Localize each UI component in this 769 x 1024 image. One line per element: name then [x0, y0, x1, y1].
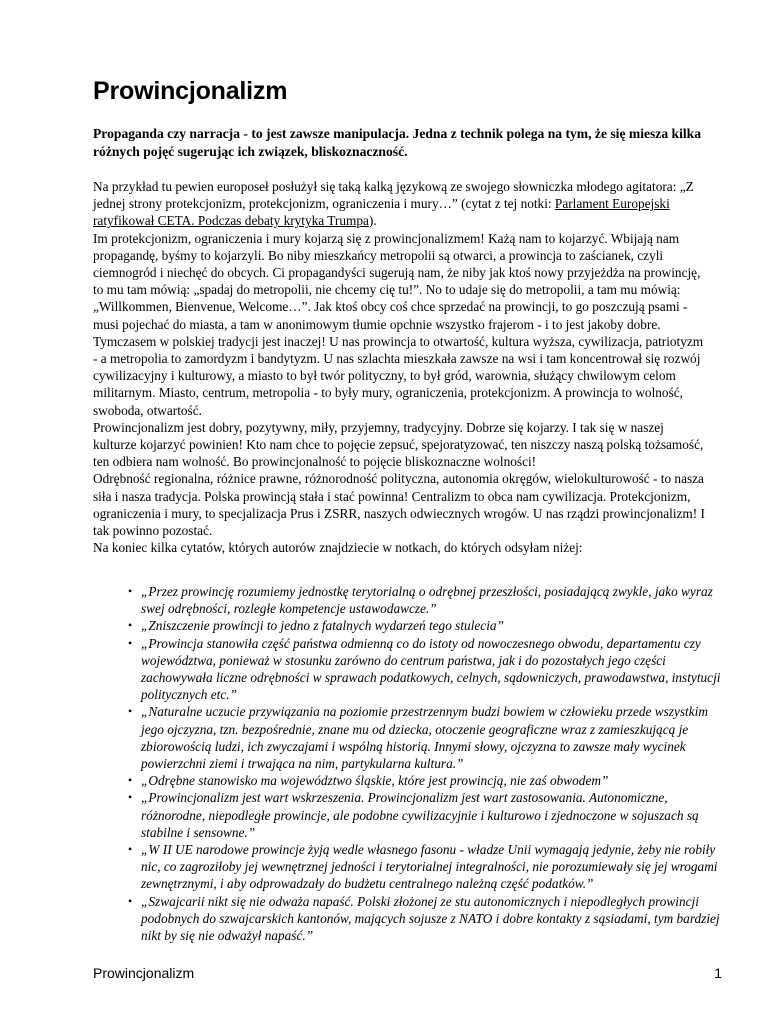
quote-item: [128, 893, 726, 945]
quote-text: „Prowincja stanowiła część państwa odmienną co do istoty od nowoczesnego obwodu, departamentu czy województwa, ponieważ w stosunku zarówno do centrum państwa, jak i do pozostałych jego części zachowywała liczne odrębności w sprawach podatkowych, celnych, sądowniczych, prawodawstwa, instytucji politycznych etc.”: [141, 635, 721, 703]
body-paragraph: Im protekcjonizm, ograniczenia i mury kojarzą się z prowincjonalizmem! Każą nam to kojarzyć. Wbijają nam propagandę, byśmy to kojarzyli. Bo niby mieszkańcy metropolii są otwarci, a prowincja to zaścianek, czyli ciemnogród i niechęć do obcych. Ci propagandyści sugerują nam, że niby jak ktoś nowy przyjeżdża na prowincję, to mu tam mówią: „spadaj do metropolii, nie chcemy cię tu!”. No to udaje się do metropolii, a tam mu mówią: „Willkommen, Bienvenue, Welcome…”. Jak ktoś obcy coś chce sprzedać na prowincji, to go poszczują psami - musi pojechać do miasta, a tam w anonimowym tłumie opchnie wszystko frajerom - i to jest jakoby dobre.: [93, 230, 701, 332]
bullet-icon: •: [128, 635, 133, 650]
bullet-icon: •: [128, 584, 133, 598]
body-paragraph: Na koniec kilka cytatów, których autorów znajdziecie w notkach, do których odsyłam niżej:: [93, 540, 583, 556]
article-body: [93, 178, 705, 556]
quote-text: „Naturalne uczucie przywiązania na poziomie przestrzennym budzi bowiem w człowieku przede wszystkim jego ojczyzna, tzn. bezpośrednie, znane mu od dziecka, otoczenie geograficzne wraz z zamieszkującą je zbiorowością ludzi, ich zwyczajami i wspólną historią. Innymi słowy, ojczyzna to zawsze mały wycinek powierzchni ziemi i trwająca na nim, partykularna kultura.”: [141, 704, 708, 772]
bullet-icon: •: [128, 704, 133, 719]
bullet-icon: •: [128, 842, 133, 857]
quote-item: [128, 772, 726, 789]
quote-item: [128, 617, 726, 634]
quote-item: [128, 635, 726, 704]
quote-item: [128, 789, 726, 841]
lead-paragraph: Propaganda czy narracja - to jest zawsze manipulacja. Jedna z technik polega na tym, że się miesza kilka różnych pojęć sugerując ich związek, bliskoznaczność.: [93, 126, 702, 159]
page-number: 1: [714, 965, 722, 981]
body-paragraph: Odrębność regionalna, różnice prawne, różnorodność polityczna, autonomia okręgów, wielokulturowość - to nasza siła i nasza tradycja. Polska prowincją stała i stać powinna! Centralizm to obca nam cywilizacja. Protekcjonizm, ograniczenia i mury, to specjalizacja Prus i ZSRR, naszych odwiecznych wrogów. U nas rządzi prowincjonalizm! I tak powinno pozostać.: [93, 471, 705, 539]
bullet-icon: •: [128, 618, 133, 633]
quote-item: [128, 583, 726, 617]
quotes-list: [128, 583, 726, 944]
quote-text: „Zniszczenie prowincji to jedno z fatalnych wydarzeń tego stulecia”: [141, 618, 504, 634]
body-paragraph: Tymczasem w polskiej tradycji jest inaczej! U nas prowincja to otwartość, kultura wyższa, cywilizacja, patriotyzm - a metropolia to zamordyzm i bandytyzm. U nas szlachta mieszkała zawsze na wsi i tam koncentrował się rozwój cywilizacyjny i kulturowy, a miasto to był twór polityczny, to był gród, warownia, służący chwilowym celom militarnym. Miasto, centrum, metropolia - to były mury, ograniczenia, protekcjonizm. A prowincja to wolność, swoboda, otwartość.: [93, 333, 704, 418]
quote-text: „Szwajcarii nikt się nie odważa napaść. Polski złożonej ze stu autonomicznych i niepodległych prowincji podobnych do szwajcarskich kantonów, mających sojusze z NATO i dobre kontakty z sąsiadami, tym bardziej nikt by się nie odważył napaść.”: [141, 893, 720, 944]
quote-text: „W II UE narodowe prowincje żyją wedle własnego fasonu - władze Unii wymagają jedynie, żeby nie robiły nic, co zagroziłoby jej wewnętrznej jedności i terytorialnej integralności, nie porozumiewały się jej wrogami zewnętrznymi, i aby odprowadzały do budżetu centralnego należną część podatków.”: [141, 842, 718, 892]
quote-item: [128, 841, 726, 893]
bullet-icon: •: [128, 893, 133, 908]
quote-text: „Prowincjonalizm jest wart wskrzeszenia. Prowincjonalizm jest wart zastosowania. Autonomiczne, różnorodne, niepodległe prowincje, ale podobne cywilizacyjnie i kulturowo i zjednoczone w sojuszach są stabilne i sensowne.”: [141, 790, 699, 840]
bullet-icon: •: [128, 773, 133, 788]
ceta-article-link[interactable]: Parlament Europejski ratyfikował CETA. Podczas debaty krytyka Trumpa: [93, 196, 670, 229]
intro-paragraph: [93, 178, 705, 230]
quote-text: „Przez prowincję rozumiemy jednostkę terytorialną o odrębnej przeszłości, posiadającą zwykle, jako wyraz swej odrębności, rozległe kompetencje ustawodawcze.”: [141, 584, 713, 617]
quote-text: „Odrębne stanowisko ma województwo śląskie, które jest prowincją, nie zaś obwodem”: [141, 773, 609, 789]
body-paragraph: Prowincjonalizm jest dobry, pozytywny, miły, przyjemny, tradycyjny. Dobrze się kojarzy. I tak się w naszej kulturze kojarzyć powinien! Kto nam chce to pojęcie zepsuć, spejoratyzować, ten niszczy naszą polską tożsamość, ten odbiera nam wolność. Bo prowincjonalność to pojęcie bliskoznaczne wolności!: [93, 419, 704, 470]
intro-text-before: Na przykład tu pewien europoseł posłużył się taką kalką językową ze swojego słowniczka młodego agitatora: „Z jednej strony protekcjonizm, protekcjonizm, ograniczenia i mury…” (cytat z tej notki:: [93, 179, 694, 212]
footer-title: Prowincjonalizm: [93, 965, 195, 981]
intro-text-after: ).: [368, 213, 377, 229]
quote-item: [128, 703, 726, 772]
bullet-icon: •: [128, 790, 133, 805]
page-title: Prowincjonalizm: [93, 77, 288, 105]
